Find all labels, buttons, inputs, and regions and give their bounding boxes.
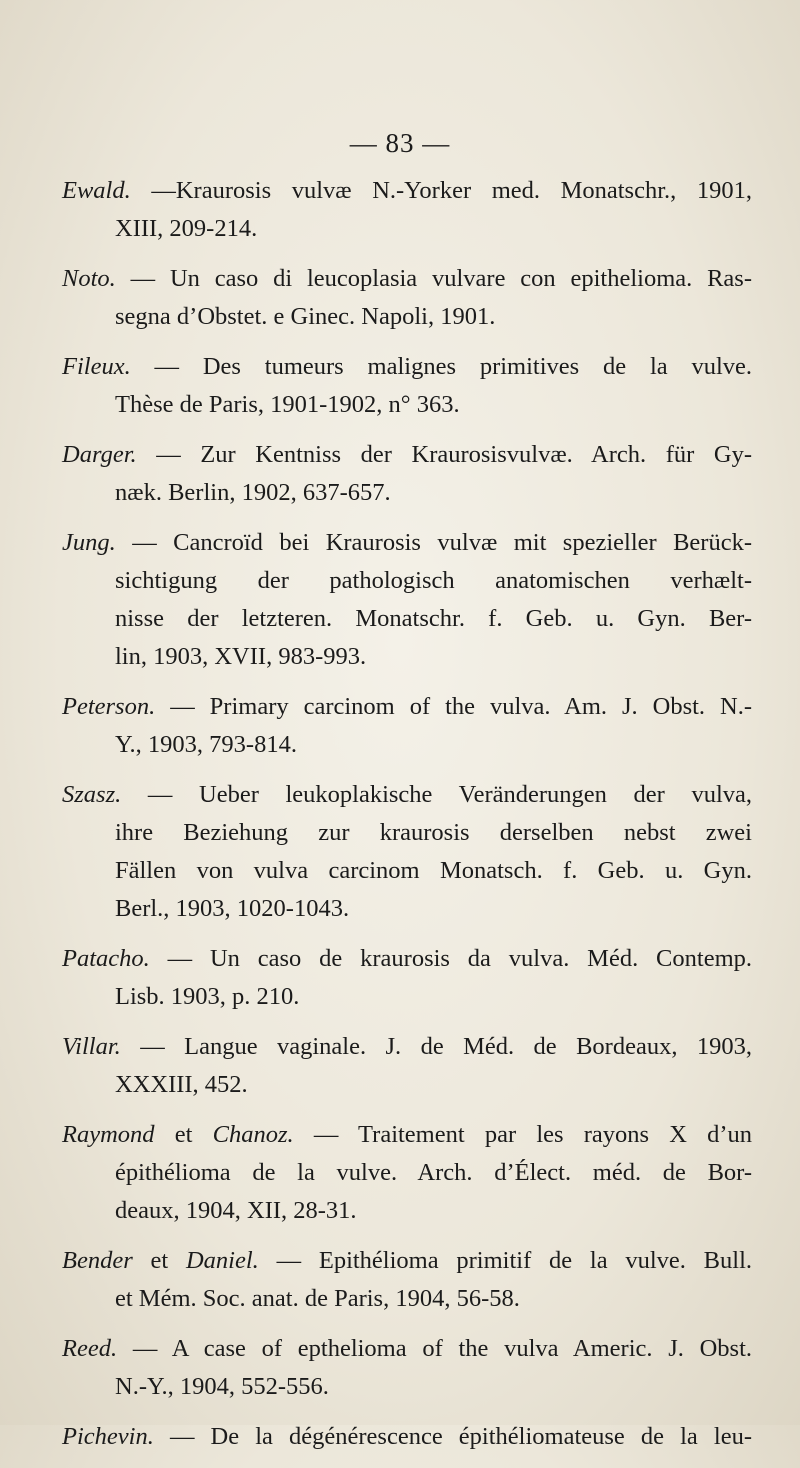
reference-line [62,940,752,978]
reference-text: — Traitement par les rayons X d’un [313,1121,753,1148]
reference-line: Thèse de Paris, 1901-1902, n° 363. [115,391,460,418]
reference-entry-ewald [62,172,752,248]
reference-author: Jung. [62,529,116,556]
reference-line: lin, 1903, XVII, 983-993. [115,643,367,670]
reference-author: Raymond [62,1121,155,1148]
reference-line: XXXIII, 452. [115,1071,248,1098]
reference-line [62,524,752,562]
reference-connector: et [132,1247,186,1274]
reference-author: Szasz. [62,781,122,808]
reference-line: Lisb. 1903, p. 210. [115,983,300,1010]
reference-text: — Ueber leukoplakische Veränderungen der vulva, [147,781,753,808]
bibliography-list [62,172,752,1468]
reference-line: deaux, 1904, XII, 28-31. [115,1197,357,1224]
reference-author: Pichevin. [62,1423,154,1450]
reference-entry-jung [62,524,752,676]
reference-entry-szasz [62,776,752,928]
reference-text: — Un caso de kraurosis da vulva. Méd. Contemp. [167,945,753,972]
reference-author: Villar. [62,1033,121,1060]
reference-entry-peterson [62,688,752,764]
reference-entry-bender-daniel [62,1242,752,1318]
reference-line: XIII, 209-214. [115,215,258,242]
reference-line [62,1418,752,1456]
reference-text: —Kraurosis vulvæ N.-Yorker med. Monatschr., 1901, [151,177,752,204]
reference-line: Fällen von vulva carcinom Monatsch. f. Geb. u. Gyn. [115,857,752,884]
reference-line: ihre Beziehung zur kraurosis derselben nebst zwei [115,819,752,846]
reference-text: — Zur Kentniss der Kraurosisvulvæ. Arch. für Gy- [156,441,752,468]
reference-text: — Un caso di leucoplasia vulvare con epithelioma. Ras- [130,265,752,292]
reference-line: et Mém. Soc. anat. de Paris, 1904, 56-58. [115,1285,520,1312]
reference-author: Reed. [62,1335,118,1362]
page-number: — 83 — [349,128,451,158]
reference-entry-darger [62,436,752,512]
reference-line: segna d’Obstet. e Ginec. Napoli, 1901. [115,303,496,330]
reference-author: Patacho. [62,945,150,972]
reference-author: Peterson. [62,693,156,720]
reference-line [62,436,752,474]
reference-text: — De la dégénérescence épithéliomateuse de la leu- [169,1423,753,1450]
reference-line: næk. Berlin, 1902, 637-657. [115,479,391,506]
reference-entry-pichevin [62,1418,752,1456]
reference-line [62,1116,752,1154]
reference-entry-patacho [62,940,752,1016]
reference-author: Daniel. [185,1247,259,1274]
reference-author: Ewald. [62,177,131,204]
reference-line [62,348,752,386]
reference-line: Y., 1903, 793-814. [115,731,297,758]
reference-line [62,776,752,814]
reference-text: — Cancroïd bei Kraurosis vulvæ mit spezieller Berück- [132,529,753,556]
reference-author: Darger. [62,441,137,468]
reference-entry-fileux [62,348,752,424]
reference-author: Bender [62,1247,133,1274]
reference-connector: et [154,1121,213,1148]
reference-author: Fileux. [62,353,131,380]
reference-line: Berl., 1903, 1020-1043. [115,895,350,922]
reference-line [62,260,752,298]
reference-line: épithélioma de la vulve. Arch. d’Élect. méd. de Bor- [115,1159,752,1186]
reference-line: sichtigung der pathologisch anatomischen verhælt- [115,567,752,594]
reference-line: N.-Y., 1904, 552-556. [115,1373,329,1400]
reference-author: Chanoz. [212,1121,294,1148]
reference-line [62,688,752,726]
reference-entry-villar [62,1028,752,1104]
reference-text: — Des tumeurs malignes primitives de la vulve. [154,353,753,380]
reference-text: — Primary carcinom of the vulva. Am. J. Obst. N.- [170,693,753,720]
reference-entry-noto [62,260,752,336]
reference-line [62,1028,752,1066]
reference-line: nisse der letzteren. Monatschr. f. Geb. u. Gyn. Ber- [115,605,752,632]
reference-line [62,172,752,210]
reference-author: Noto. [62,265,116,292]
reference-entry-raymond-chanoz [62,1116,752,1230]
reference-line [62,1330,752,1368]
reference-text: — A case of epthelioma of the vulva Americ. J. Obst. [132,1335,753,1362]
reference-entry-reed [62,1330,752,1406]
reference-line [62,1242,752,1280]
reference-text: — Epithélioma primitif de la vulve. Bull. [276,1247,753,1274]
reference-text: — Langue vaginale. J. de Méd. de Bordeaux, 1903, [140,1033,752,1060]
